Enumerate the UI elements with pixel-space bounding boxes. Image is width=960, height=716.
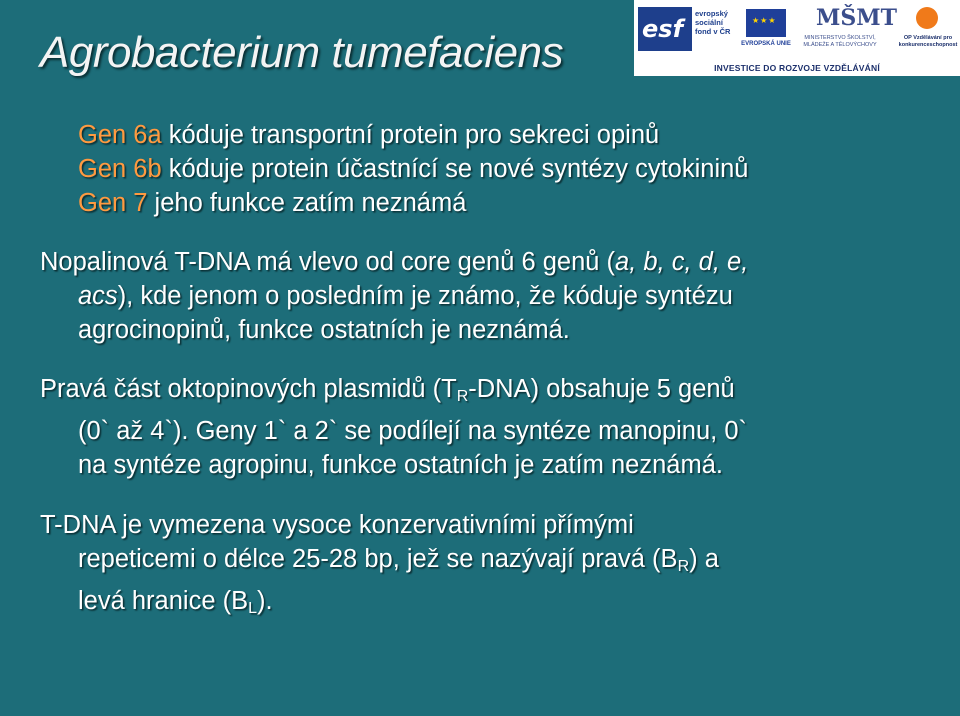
gene-description: kóduje transportní protein pro sekreci opinů <box>161 121 660 149</box>
gene-name: Gen 6b <box>78 155 162 183</box>
text-span: ) a <box>689 545 719 573</box>
paragraph-line <box>40 279 940 313</box>
subscript: R <box>677 558 690 575</box>
esf-logo-mark: esf <box>642 15 684 43</box>
paragraph-line: agrocinopinů, funkce ostatních je neznámá. <box>78 316 570 344</box>
paragraph-line: na syntéze agropinu, funkce ostatních je zatím neznámá. <box>78 451 723 479</box>
eu-flag-icon <box>746 9 786 37</box>
nopaline-paragraph <box>40 245 940 347</box>
op-logo-text: OP Vzdělávání pro konkurenceschopnost <box>898 35 958 48</box>
slide-content <box>40 118 940 626</box>
op-logo <box>898 3 956 55</box>
slide-title: Agrobacterium tumefaciens <box>40 28 564 77</box>
text-span: levá hranice (B <box>78 587 249 615</box>
octopine-paragraph <box>40 372 940 482</box>
text-span: repeticemi o délce 25-28 bp, jež se nazývají pravá (B <box>78 545 678 573</box>
italic-genes: a, b, c, d, e, <box>615 248 749 276</box>
paragraph-line <box>40 372 940 414</box>
esf-logo-text: evropský sociální fond v ČR <box>695 9 731 36</box>
msmt-logo-text: MINISTERSTVO ŠKOLSTVÍ, MLÁDEŽE A TĚLOVÝCHOVY <box>803 35 877 48</box>
gene-description: jeho funkce zatím neznámá <box>147 189 467 217</box>
paragraph-line <box>40 542 940 584</box>
paragraph-line <box>40 584 940 626</box>
gene-name: Gen 7 <box>78 189 148 217</box>
esf-logo <box>638 3 738 55</box>
subscript: R <box>456 388 469 405</box>
gene-item <box>40 152 940 186</box>
subscript: L <box>248 600 257 617</box>
text-span: ), kde jenom o posledním je známo, že kóduje syntézu <box>117 282 733 310</box>
gene-list <box>40 118 940 220</box>
op-logo-icon <box>916 7 938 29</box>
paragraph-line: T-DNA je vymezena vysoce konzervativními přímými <box>40 511 634 539</box>
gene-item <box>40 118 940 152</box>
text-span: Nopalinová T-DNA má vlevo od core genů 6 genů ( <box>40 248 616 276</box>
logo-caption: INVESTICE DO ROZVOJE VZDĚLÁVÁNÍ <box>714 63 880 73</box>
gene-description: kóduje protein účastnící se nové syntézy cytokininů <box>161 155 749 183</box>
logo-bar <box>634 0 960 76</box>
tdna-border-paragraph <box>40 508 940 626</box>
text-span: ). <box>257 587 273 615</box>
eu-logo-text: EVROPSKÁ UNIE <box>741 41 791 47</box>
text-span: Pravá část oktopinových plasmidů (T <box>40 375 457 403</box>
italic-gene-acs: acs <box>78 282 118 310</box>
gene-item <box>40 186 940 220</box>
msmt-logo-mark: MŠMT <box>816 5 897 31</box>
msmt-logo <box>794 3 897 55</box>
paragraph-line <box>40 245 940 279</box>
paragraph-line: (0` až 4`). Geny 1` a 2` se podílejí na syntéze manopinu, 0` <box>78 417 748 445</box>
text-span: -DNA) obsahuje 5 genů <box>468 375 735 403</box>
eu-flag-logo <box>741 3 791 55</box>
gene-name: Gen 6a <box>78 121 162 149</box>
